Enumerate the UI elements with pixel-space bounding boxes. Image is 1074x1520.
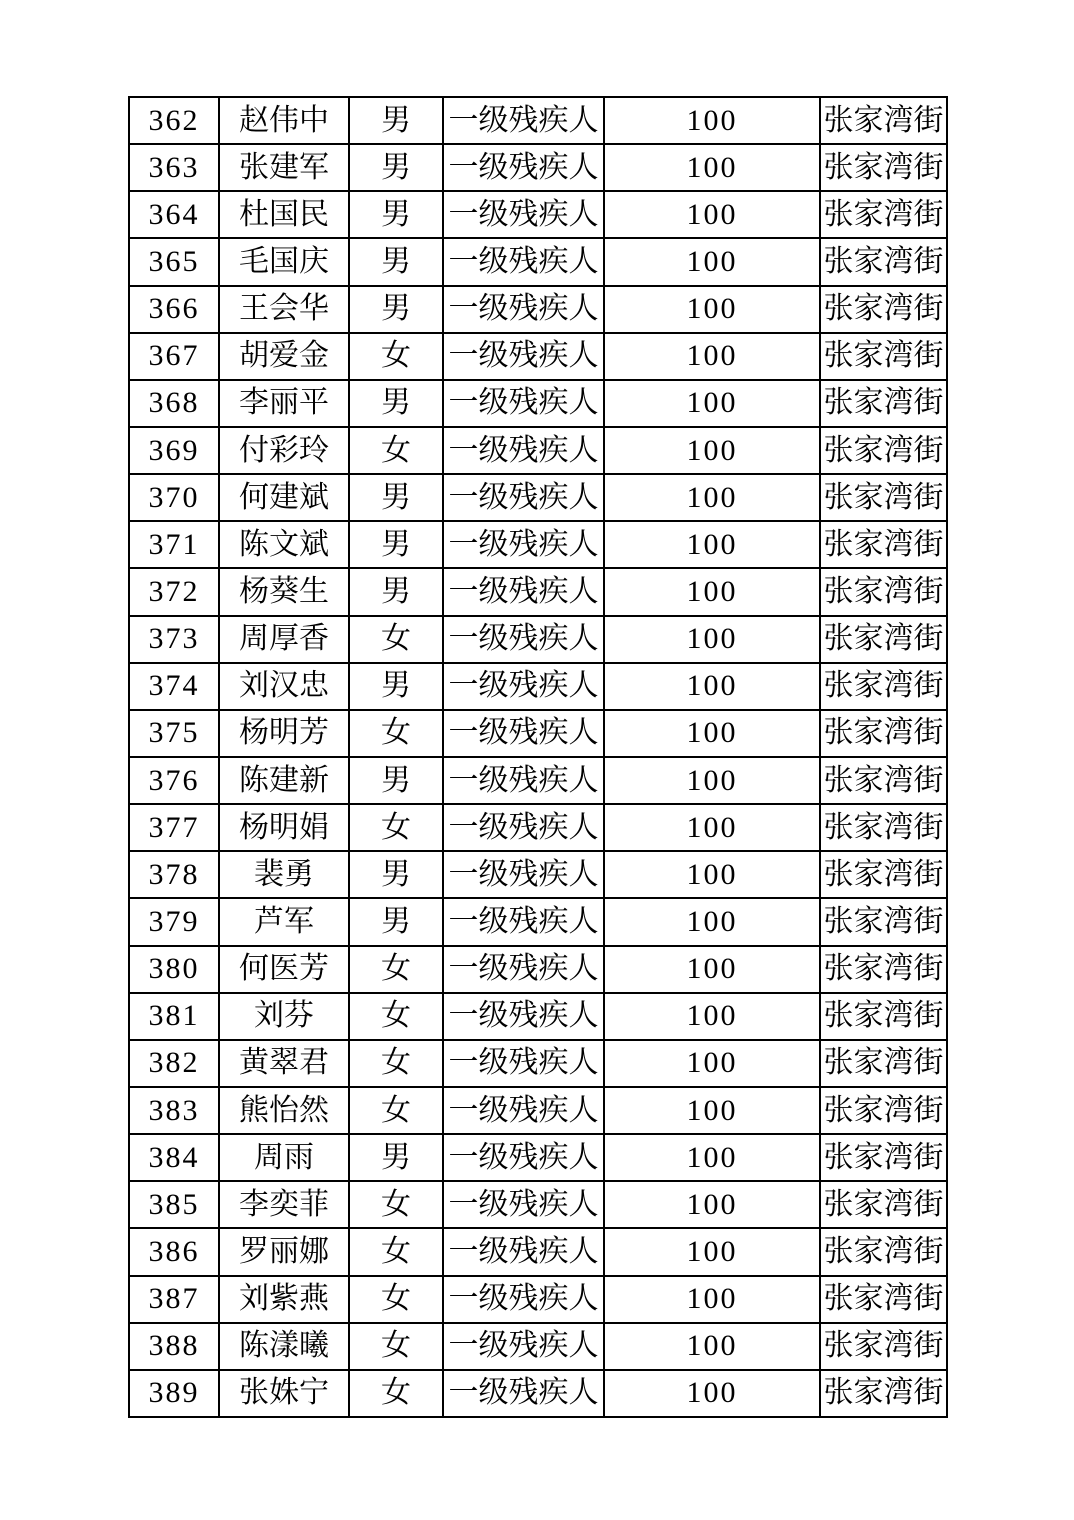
cell-serial-number: 369 (129, 427, 219, 474)
table-row (129, 1087, 947, 1134)
cell-gender: 男 (349, 286, 443, 333)
cell-amount: 100 (604, 757, 820, 804)
table-row (129, 1276, 947, 1323)
cell-amount: 100 (604, 1134, 820, 1181)
cell-serial-number: 385 (129, 1181, 219, 1228)
cell-person-name: 杨明芳 (219, 710, 349, 757)
cell-amount: 100 (604, 993, 820, 1040)
cell-amount: 100 (604, 474, 820, 521)
cell-amount: 100 (604, 380, 820, 427)
cell-gender: 女 (349, 946, 443, 993)
cell-disability-category: 一级残疾人 (443, 380, 604, 427)
cell-gender: 女 (349, 1087, 443, 1134)
cell-person-name: 张建军 (219, 144, 349, 191)
cell-amount: 100 (604, 710, 820, 757)
cell-gender: 女 (349, 1040, 443, 1087)
cell-disability-category: 一级残疾人 (443, 1370, 604, 1417)
cell-disability-category: 一级残疾人 (443, 1181, 604, 1228)
cell-gender: 男 (349, 191, 443, 238)
cell-person-name: 熊怡然 (219, 1087, 349, 1134)
cell-serial-number: 376 (129, 757, 219, 804)
cell-disability-category: 一级残疾人 (443, 757, 604, 804)
cell-amount: 100 (604, 286, 820, 333)
cell-person-name: 杨葵生 (219, 568, 349, 615)
table-row (129, 616, 947, 663)
cell-gender: 男 (349, 851, 443, 898)
cell-street: 张家湾街 (820, 191, 947, 238)
cell-amount: 100 (604, 1228, 820, 1275)
cell-amount: 100 (604, 144, 820, 191)
cell-person-name: 何建斌 (219, 474, 349, 521)
cell-serial-number: 372 (129, 568, 219, 615)
cell-street: 张家湾街 (820, 286, 947, 333)
cell-person-name: 周厚香 (219, 616, 349, 663)
cell-disability-category: 一级残疾人 (443, 1323, 604, 1370)
table-row (129, 474, 947, 521)
cell-amount: 100 (604, 616, 820, 663)
cell-disability-category: 一级残疾人 (443, 1134, 604, 1181)
cell-amount: 100 (604, 333, 820, 380)
cell-person-name: 黄翠君 (219, 1040, 349, 1087)
cell-gender: 男 (349, 97, 443, 144)
table-row (129, 521, 947, 568)
cell-gender: 男 (349, 474, 443, 521)
cell-street: 张家湾街 (820, 1370, 947, 1417)
cell-person-name: 毛国庆 (219, 238, 349, 285)
cell-disability-category: 一级残疾人 (443, 616, 604, 663)
cell-person-name: 陈建新 (219, 757, 349, 804)
cell-disability-category: 一级残疾人 (443, 1087, 604, 1134)
cell-amount: 100 (604, 663, 820, 710)
cell-person-name: 罗丽娜 (219, 1228, 349, 1275)
cell-disability-category: 一级残疾人 (443, 474, 604, 521)
cell-gender: 女 (349, 427, 443, 474)
cell-disability-category: 一级残疾人 (443, 191, 604, 238)
cell-gender: 女 (349, 333, 443, 380)
cell-street: 张家湾街 (820, 427, 947, 474)
cell-disability-category: 一级残疾人 (443, 144, 604, 191)
table-row (129, 144, 947, 191)
cell-gender: 男 (349, 521, 443, 568)
cell-serial-number: 377 (129, 804, 219, 851)
table-row (129, 238, 947, 285)
cell-street: 张家湾街 (820, 851, 947, 898)
cell-disability-category: 一级残疾人 (443, 663, 604, 710)
cell-serial-number: 388 (129, 1323, 219, 1370)
table-row (129, 1323, 947, 1370)
cell-serial-number: 366 (129, 286, 219, 333)
cell-gender: 男 (349, 238, 443, 285)
table-row (129, 851, 947, 898)
cell-person-name: 张姝宁 (219, 1370, 349, 1417)
cell-person-name: 赵伟中 (219, 97, 349, 144)
cell-serial-number: 381 (129, 993, 219, 1040)
table-row (129, 1134, 947, 1181)
cell-street: 张家湾街 (820, 97, 947, 144)
cell-person-name: 杜国民 (219, 191, 349, 238)
cell-street: 张家湾街 (820, 898, 947, 945)
cell-amount: 100 (604, 1323, 820, 1370)
cell-street: 张家湾街 (820, 757, 947, 804)
cell-amount: 100 (604, 427, 820, 474)
cell-street: 张家湾街 (820, 1040, 947, 1087)
cell-disability-category: 一级残疾人 (443, 97, 604, 144)
cell-serial-number: 373 (129, 616, 219, 663)
cell-street: 张家湾街 (820, 474, 947, 521)
cell-amount: 100 (604, 1181, 820, 1228)
cell-serial-number: 367 (129, 333, 219, 380)
cell-person-name: 芦军 (219, 898, 349, 945)
cell-street: 张家湾街 (820, 616, 947, 663)
table-row (129, 1370, 947, 1417)
table-row (129, 1040, 947, 1087)
cell-serial-number: 370 (129, 474, 219, 521)
cell-street: 张家湾街 (820, 521, 947, 568)
cell-amount: 100 (604, 1276, 820, 1323)
cell-disability-category: 一级残疾人 (443, 898, 604, 945)
cell-person-name: 刘汉忠 (219, 663, 349, 710)
cell-person-name: 裴勇 (219, 851, 349, 898)
cell-person-name: 付彩玲 (219, 427, 349, 474)
cell-serial-number: 383 (129, 1087, 219, 1134)
cell-serial-number: 374 (129, 663, 219, 710)
table-row (129, 898, 947, 945)
table-row (129, 946, 947, 993)
cell-amount: 100 (604, 521, 820, 568)
cell-serial-number: 389 (129, 1370, 219, 1417)
cell-serial-number: 362 (129, 97, 219, 144)
cell-gender: 男 (349, 1134, 443, 1181)
table-row (129, 993, 947, 1040)
cell-disability-category: 一级残疾人 (443, 238, 604, 285)
cell-amount: 100 (604, 191, 820, 238)
cell-disability-category: 一级残疾人 (443, 1228, 604, 1275)
cell-serial-number: 375 (129, 710, 219, 757)
cell-amount: 100 (604, 898, 820, 945)
cell-amount: 100 (604, 568, 820, 615)
cell-disability-category: 一级残疾人 (443, 804, 604, 851)
cell-disability-category: 一级残疾人 (443, 851, 604, 898)
table-row (129, 804, 947, 851)
cell-person-name: 陈漾曦 (219, 1323, 349, 1370)
table-row (129, 427, 947, 474)
cell-gender: 男 (349, 144, 443, 191)
cell-amount: 100 (604, 1040, 820, 1087)
table-row (129, 286, 947, 333)
cell-disability-category: 一级残疾人 (443, 333, 604, 380)
cell-amount: 100 (604, 97, 820, 144)
cell-amount: 100 (604, 804, 820, 851)
cell-street: 张家湾街 (820, 804, 947, 851)
table-row (129, 97, 947, 144)
cell-gender: 男 (349, 380, 443, 427)
cell-person-name: 刘芬 (219, 993, 349, 1040)
cell-gender: 女 (349, 710, 443, 757)
cell-person-name: 何医芳 (219, 946, 349, 993)
cell-serial-number: 368 (129, 380, 219, 427)
cell-serial-number: 379 (129, 898, 219, 945)
cell-amount: 100 (604, 946, 820, 993)
cell-gender: 女 (349, 1181, 443, 1228)
cell-amount: 100 (604, 1087, 820, 1134)
cell-person-name: 王会华 (219, 286, 349, 333)
cell-disability-category: 一级残疾人 (443, 568, 604, 615)
cell-person-name: 胡爱金 (219, 333, 349, 380)
cell-serial-number: 365 (129, 238, 219, 285)
cell-person-name: 刘紫燕 (219, 1276, 349, 1323)
cell-serial-number: 382 (129, 1040, 219, 1087)
table-row (129, 757, 947, 804)
cell-gender: 女 (349, 1323, 443, 1370)
cell-street: 张家湾街 (820, 238, 947, 285)
cell-gender: 女 (349, 1276, 443, 1323)
cell-gender: 女 (349, 1228, 443, 1275)
cell-gender: 男 (349, 568, 443, 615)
cell-person-name: 周雨 (219, 1134, 349, 1181)
cell-gender: 女 (349, 804, 443, 851)
cell-gender: 女 (349, 1370, 443, 1417)
cell-disability-category: 一级残疾人 (443, 286, 604, 333)
cell-disability-category: 一级残疾人 (443, 710, 604, 757)
cell-street: 张家湾街 (820, 710, 947, 757)
cell-street: 张家湾街 (820, 1134, 947, 1181)
table-row (129, 1181, 947, 1228)
table-row (129, 710, 947, 757)
table-row (129, 191, 947, 238)
cell-street: 张家湾街 (820, 1181, 947, 1228)
cell-disability-category: 一级残疾人 (443, 993, 604, 1040)
cell-amount: 100 (604, 1370, 820, 1417)
cell-street: 张家湾街 (820, 333, 947, 380)
cell-person-name: 陈文斌 (219, 521, 349, 568)
cell-street: 张家湾街 (820, 1323, 947, 1370)
cell-serial-number: 363 (129, 144, 219, 191)
cell-street: 张家湾街 (820, 568, 947, 615)
cell-street: 张家湾街 (820, 1087, 947, 1134)
table-row (129, 1228, 947, 1275)
cell-serial-number: 378 (129, 851, 219, 898)
roster-table (128, 96, 948, 1418)
cell-disability-category: 一级残疾人 (443, 521, 604, 568)
cell-street: 张家湾街 (820, 1276, 947, 1323)
cell-disability-category: 一级残疾人 (443, 946, 604, 993)
cell-serial-number: 386 (129, 1228, 219, 1275)
cell-disability-category: 一级残疾人 (443, 427, 604, 474)
cell-gender: 男 (349, 898, 443, 945)
cell-serial-number: 371 (129, 521, 219, 568)
cell-street: 张家湾街 (820, 380, 947, 427)
cell-gender: 男 (349, 757, 443, 804)
cell-disability-category: 一级残疾人 (443, 1276, 604, 1323)
cell-serial-number: 384 (129, 1134, 219, 1181)
cell-amount: 100 (604, 851, 820, 898)
cell-street: 张家湾街 (820, 993, 947, 1040)
cell-street: 张家湾街 (820, 946, 947, 993)
cell-street: 张家湾街 (820, 663, 947, 710)
cell-gender: 女 (349, 993, 443, 1040)
table-row (129, 568, 947, 615)
cell-serial-number: 387 (129, 1276, 219, 1323)
cell-person-name: 杨明娟 (219, 804, 349, 851)
cell-disability-category: 一级残疾人 (443, 1040, 604, 1087)
cell-amount: 100 (604, 238, 820, 285)
cell-street: 张家湾街 (820, 1228, 947, 1275)
roster-body (129, 97, 947, 1417)
cell-street: 张家湾街 (820, 144, 947, 191)
cell-gender: 男 (349, 663, 443, 710)
cell-serial-number: 364 (129, 191, 219, 238)
cell-gender: 女 (349, 616, 443, 663)
table-row (129, 380, 947, 427)
cell-person-name: 李奕菲 (219, 1181, 349, 1228)
cell-person-name: 李丽平 (219, 380, 349, 427)
table-row (129, 663, 947, 710)
table-row (129, 333, 947, 380)
cell-serial-number: 380 (129, 946, 219, 993)
